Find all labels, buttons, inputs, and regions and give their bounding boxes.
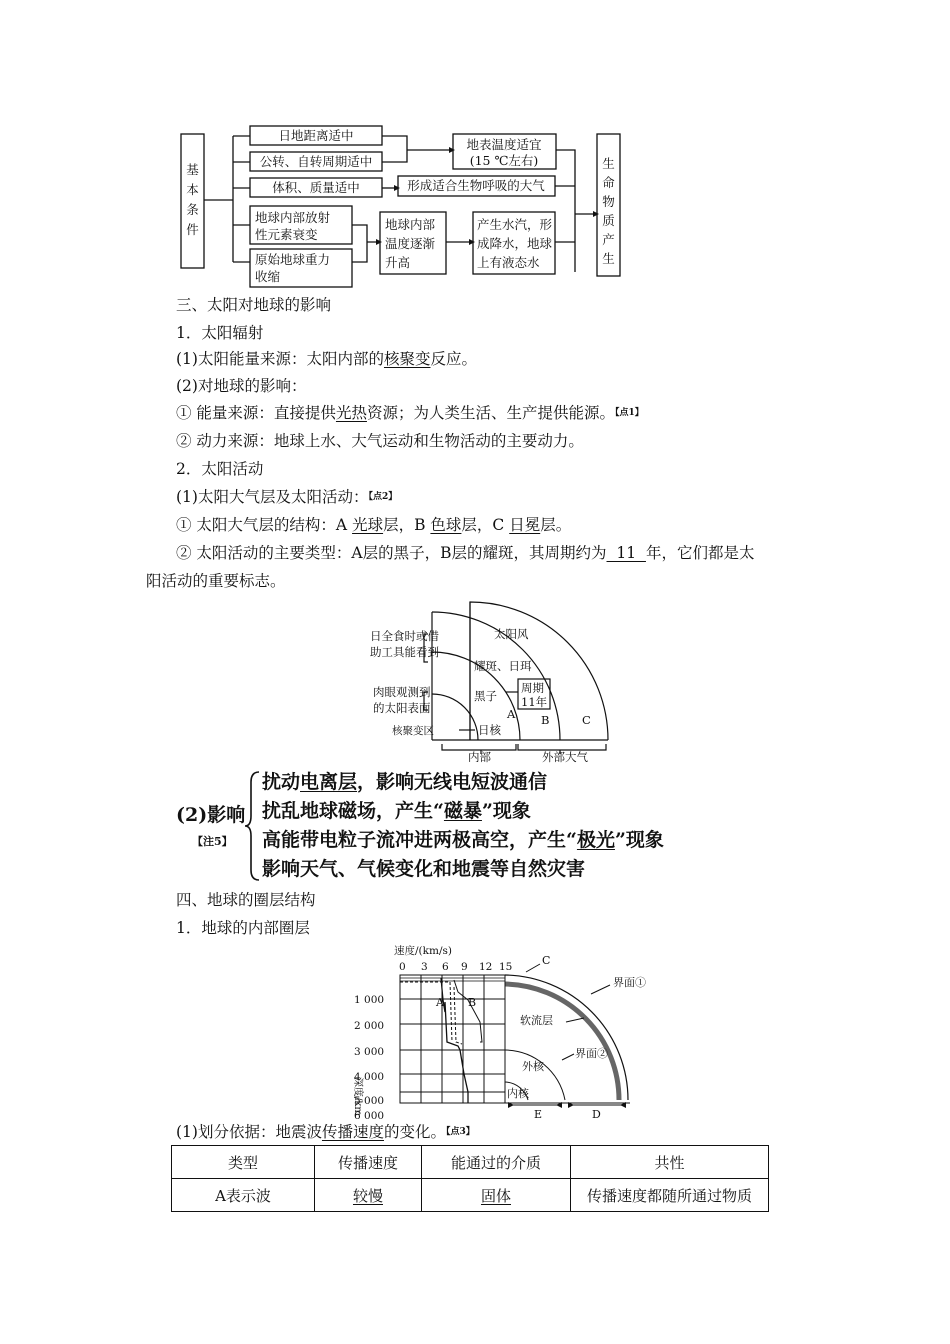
- flow-b2: 公转、自转周期适中: [259, 154, 373, 169]
- flow-t1a: 地表温度适宜: [466, 137, 542, 152]
- table-cell: 固体: [422, 1179, 571, 1212]
- sun-structure-diagram: [370, 600, 620, 762]
- flow-b4a: 地球内部放射: [255, 210, 331, 225]
- quake-x9: 9: [461, 961, 468, 973]
- sec4-p1: (1)划分依据：地震波传播速度的变化。$^{【点3】}$: [176, 1123, 475, 1141]
- sun-l2a: 肉眼观测到: [373, 685, 431, 699]
- sun-l1a: 日全食时或借: [370, 629, 439, 643]
- table-cell: A表示波: [172, 1179, 315, 1212]
- quake-astheno: 软流层: [520, 1014, 553, 1027]
- sec3-p2: (2)对地球的影响：: [176, 377, 307, 395]
- sun-period2: 11年: [521, 695, 548, 709]
- quake-y1: 1 000: [354, 994, 385, 1006]
- table-cell: 较慢: [315, 1179, 422, 1212]
- sun-spot: 黑子: [474, 689, 497, 703]
- sec3-h1: 1．太阳辐射: [176, 324, 264, 342]
- sec3-p6: ① 太阳大气层的结构：A 光球层，B 色球层，C 日冕层。: [176, 516, 572, 534]
- svg-text:命: 命: [602, 175, 615, 190]
- impact-line4: 影响天气、气候变化和地震等自然灾害: [262, 858, 586, 880]
- quake-e: E: [534, 1108, 543, 1121]
- svg-text:本: 本: [186, 182, 199, 197]
- sun-l2b: 的太阳表面: [373, 701, 431, 715]
- flow-m2c: 上有液态水: [477, 255, 540, 270]
- sec3-p1: (1)太阳能量来源：太阳内部的核聚变反应。: [176, 350, 477, 368]
- quake-d: D: [592, 1108, 601, 1121]
- quake-depth-label: 深度/km: [352, 1077, 363, 1116]
- flow-m2b: 成降水，地球: [477, 236, 553, 251]
- quake-y6: 6 000: [354, 1110, 385, 1122]
- svg-text:生: 生: [602, 251, 615, 266]
- quake-c: C: [542, 954, 551, 967]
- life-conditions-flowchart: [175, 122, 645, 282]
- quake-y2: 2 000: [354, 1020, 385, 1032]
- svg-text:件: 件: [186, 222, 199, 237]
- flow-m1c: 升高: [385, 255, 411, 270]
- table-cell: 传播速度都随所通过物质: [571, 1179, 769, 1212]
- flow-b4b: 性元素衰变: [255, 227, 318, 242]
- sec3-p8: 阳活动的重要标志。: [146, 572, 286, 590]
- svg-text:生: 生: [602, 156, 615, 171]
- seismic-wave-diagram: [350, 942, 646, 1122]
- sec3-p4: ② 动力来源：地球上水、大气运动和生物活动的主要动力。: [176, 432, 584, 450]
- svg-text:物: 物: [602, 194, 615, 209]
- sun-outer: 外部大气: [542, 750, 588, 764]
- sec3-p7: ② 太阳活动的主要类型：A层的黑子，B层的耀斑，其周期约为 11 年，它们都是太: [176, 544, 755, 562]
- quake-outer-core: 外核: [522, 1060, 544, 1073]
- sun-a: A: [507, 707, 516, 721]
- flow-left-char1: 基: [186, 162, 199, 177]
- quake-y3: 3 000: [354, 1046, 385, 1058]
- sun-wind: 太阳风: [494, 627, 529, 641]
- flow-b5a: 原始地球重力: [255, 252, 331, 267]
- quake-speed-label: 速度/(km/s): [394, 945, 452, 957]
- section4-title: 四、地球的圈层结构: [176, 891, 316, 909]
- quake-inner-core: 内核: [507, 1087, 529, 1100]
- quake-x3: 3: [421, 961, 428, 973]
- impact-brace: [243, 770, 261, 882]
- sun-flare: 耀斑、日珥: [474, 659, 532, 673]
- quake-iface2: 界面②: [575, 1047, 608, 1060]
- svg-text:质: 质: [602, 213, 615, 228]
- sun-inner: 内部: [468, 750, 491, 764]
- table-header-cell: 类型: [172, 1146, 315, 1179]
- section3-title: 三、太阳对地球的影响: [176, 296, 332, 314]
- sec4-h1: 1．地球的内部圈层: [176, 919, 310, 937]
- quake-a: A: [436, 996, 444, 1009]
- table-header-cell: 能通过的介质: [422, 1146, 571, 1179]
- svg-text:产: 产: [602, 232, 615, 247]
- flow-b5b: 收缩: [255, 269, 281, 284]
- table-row: [172, 1179, 769, 1212]
- sun-l3: 核聚变区: [392, 725, 434, 737]
- svg-text:条: 条: [186, 202, 199, 217]
- quake-y4: 4 000: [354, 1071, 385, 1083]
- table-header-cell: 共性: [571, 1146, 769, 1179]
- sun-b: B: [541, 713, 550, 727]
- sun-period1: 周期: [521, 681, 544, 695]
- flow-m1b: 温度逐渐: [385, 236, 436, 251]
- basic-conditions-box: [181, 134, 204, 268]
- flow-b1: 日地距离适中: [278, 128, 354, 143]
- sec3-p5: (1)太阳大气层及太阳活动：$^{【点2】}$: [176, 488, 398, 506]
- quake-x0: 0: [399, 961, 406, 973]
- impact-line1: 扰动电离层，影响无线电短波通信: [262, 771, 548, 793]
- flow-t2: 形成适合生物呼吸的大气: [407, 178, 545, 193]
- flow-m2a: 产生水汽，形: [477, 217, 553, 232]
- sec3-h2: 2．太阳活动: [176, 460, 264, 478]
- flow-t1b: (15 ℃左右): [469, 153, 539, 168]
- quake-y5: 5 000: [354, 1095, 385, 1107]
- sun-core: 日核: [478, 723, 501, 737]
- quake-x12: 12: [479, 961, 493, 973]
- quake-x15: 15: [499, 961, 513, 973]
- flow-m1a: 地球内部: [385, 217, 436, 232]
- seismic-wave-table: [171, 1145, 769, 1212]
- table-header-row: [172, 1146, 769, 1179]
- flow-b3: 体积、质量适中: [272, 180, 360, 195]
- sun-c: C: [582, 713, 591, 727]
- quake-b: B: [468, 996, 477, 1009]
- impact-line3: 高能带电粒子流冲进两极高空，产生“极光”现象: [262, 829, 664, 851]
- impact-lines: [262, 768, 664, 884]
- impact-line2: 扰乱地球磁场，产生“磁暴”现象: [262, 800, 531, 822]
- impact-tag: 【注5】: [192, 835, 233, 848]
- sun-l1b: 助工具能看到: [370, 645, 439, 659]
- table-header-cell: 传播速度: [315, 1146, 422, 1179]
- sec3-p3: ① 能量来源：直接提供光热资源；为人类生活、生产提供能源。$^{【点1】}$: [176, 404, 644, 422]
- quake-x6: 6: [442, 961, 449, 973]
- quake-iface1: 界面①: [613, 976, 646, 989]
- impact-label: (2)影响: [176, 804, 246, 826]
